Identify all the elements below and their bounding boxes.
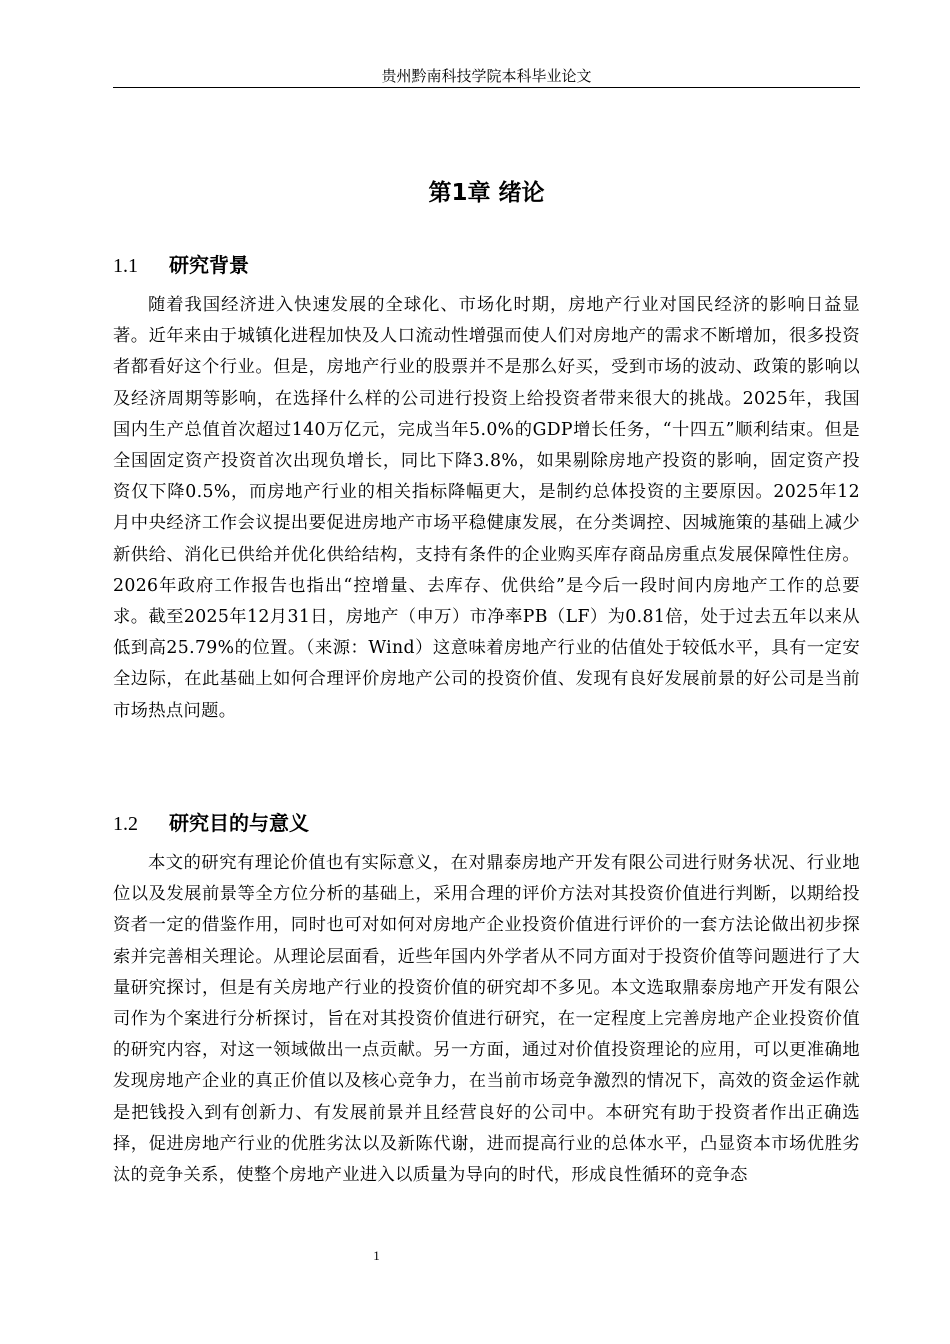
section-title: 研究目的与意义 [169, 811, 309, 835]
header-divider [113, 87, 860, 88]
section-1-2-paragraph: 本文的研究有理论价值也有实际意义，在对鼎泰房地产开发有限公司进行财务状况、行业地位以及发展前景等全方位分析的基础上，采用合理的评价方法对其投资价值进行判断，以期给投资者一定的借鉴作用，同时也可对如何对房地产企业投资价值进行评价的一套方法论做出初步探索并完善相关理论。从理论层面看，近些年国内外学者从不同方面对于投资价值等问题进行了大量研究探讨，但是有关房地产行业的投资价值的研究却不多见。本文选取鼎泰房地产开发有限公司作为个案进行分析探讨，旨在对其投资价值进行研究，在一定程度上完善房地产企业投资价值的研究内容，对这一领域做出一点贡献。另一方面，通过对价值投资理论的应用，可以更准确地发现房地产企业的真正价值以及核心竞争力，在当前市场竞争激烈的情况下，高效的资金运作就是把钱投入到有创新力、有发展前景并且经营良好的公司中。本研究有助于投资者作出正确选择，促进房地产行业的优胜劣汰以及新陈代谢，进而提高行业的总体水平，凸显资本市场优胜劣汰的竞争关系，使整个房地产业进入以质量为导向的时代，形成良性循环的竞争态 [113, 853, 860, 1186]
page-number: 1 [373, 1248, 380, 1263]
section-1-1-paragraph: 随着我国经济进入快速发展的全球化、市场化时期，房地产行业对国民经济的影响日益显著。近年来由于城镇化进程加快及人口流动性增强而使人们对房地产的需求不断增加，很多投资者都看好这个行业。但是，房地产行业的股票并不是那么好买，受到市场的波动、政策的影响以及经济周期等影响，在选择什么样的公司进行投资上给投资者带来很大的挑战。2025年，我国国内生产总值首次超过140万亿元，完成当年5.0%的GDP增长任务，“十四五”顺利结束。但是全国固定资产投资首次出现负增长，同比下降3.8%，如果剔除房地产投资的影响，固定资产投资仅下降0.5%，而房地产行业的相关指标降幅更大，是制约总体投资的主要原因。2025年12月中央经济工作会议提出要促进房地产市场平稳健康发展，在分类调控、因城施策的基础上减少新供给、消化已供给并优化供给结构，支持有条件的企业购买库存商品房重点发展保障性住房。2026年政府工作报告也指出“控增量、去库存、优供给”是今后一段时间内房地产工作的总要求。截至2025年12月31日，房地产（申万）市净率PB（LF）为0.81倍，处于过去五年以来从低到高25.79%的位置。（来源：Wind）这意味着房地产行业的估值处于较低水平，具有一定安全边际，在此基础上如何合理评价房地产公司的投资价值、发现有良好发展前景的好公司是当前市场热点问题。 [113, 295, 860, 721]
section-number: 1.1 [113, 255, 138, 277]
section-title: 研究背景 [169, 253, 249, 277]
section-heading-1-1 [113, 250, 249, 281]
chapter-title: 第1章 绪论 [428, 180, 545, 206]
section-heading-1-2 [113, 808, 309, 839]
section-number: 1.2 [113, 813, 138, 835]
running-header: 贵州黔南科技学院本科毕业论文 [381, 67, 592, 85]
